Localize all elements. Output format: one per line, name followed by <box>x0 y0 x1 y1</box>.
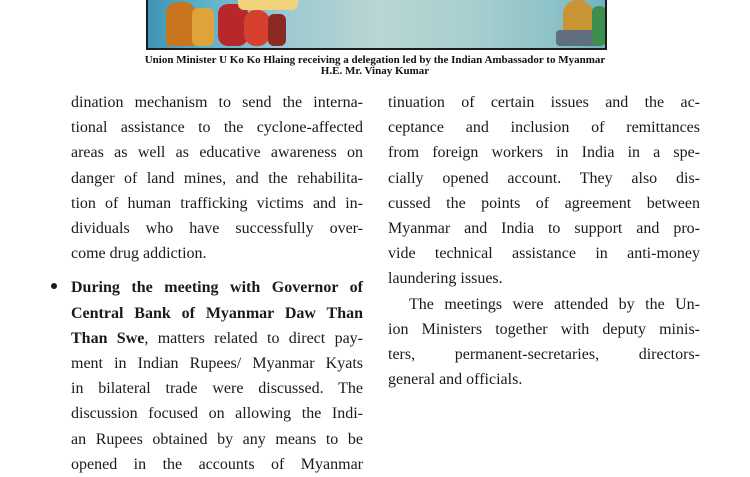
text-line: ters, permanent-secretaries, directors- <box>388 346 700 364</box>
left-column <box>71 90 363 477</box>
bullet-item <box>71 275 363 477</box>
bullet-dot-icon <box>51 283 57 289</box>
right-paragraph-1 <box>388 90 700 292</box>
right-paragraph-2 <box>388 292 700 393</box>
text-line: The meetings were attended by the Un- <box>409 295 700 313</box>
right-column <box>388 90 700 392</box>
text-line <box>71 326 363 351</box>
text-line: ion Ministers together with deputy minis- <box>388 320 700 338</box>
text-line: come drug addiction. <box>71 245 207 263</box>
text-line: general and officials. <box>388 371 523 389</box>
photo-figure <box>592 6 606 46</box>
left-paragraph <box>71 90 363 266</box>
text-line: an Rupees obtained by any means to be <box>71 430 363 448</box>
text-line: cussed the points of agreement between <box>388 194 700 212</box>
text-line: tion of human trafficking victims and in- <box>71 194 363 212</box>
text-line: dination mechanism to send the interna- <box>71 94 363 111</box>
photo-figure <box>238 0 298 10</box>
photo-figure <box>244 10 270 46</box>
photo-caption-line-1: Union Minister U Ko Ko Hlaing receiving a delegation led by the Indian Ambassador to Myanmar <box>144 54 606 66</box>
photo-caption-line-2: H.E. Mr. Vinay Kumar <box>320 65 430 77</box>
text-line: areas as well as educative awareness on <box>71 144 363 162</box>
text-line: Myanmar and India to support and pro- <box>388 220 700 238</box>
bold-text-line: Central Bank of Myanmar Daw Than <box>71 304 363 322</box>
text-line: from foreign workers in India in a spe- <box>388 144 700 162</box>
photo-figure <box>192 8 214 46</box>
text-line: cially opened account. They also dis- <box>388 169 700 187</box>
text-line: ment in Indian Rupees/ Myanmar Kyats <box>71 355 363 373</box>
text-line: dividuals who have successfully over- <box>71 220 363 238</box>
text-line: tional assistance to the cyclone-affected <box>71 119 363 137</box>
text-line: laundering issues. <box>388 270 503 288</box>
news-photo <box>146 0 607 50</box>
text-segment: , matters related to direct pay- <box>144 329 363 347</box>
text-line: in bilateral trade were discussed. The <box>71 380 363 398</box>
text-line: vide technical assistance in anti-money <box>388 245 700 263</box>
bold-text-line: During the meeting with Governor of <box>71 279 363 297</box>
bold-text-segment: Than Swe <box>71 329 145 347</box>
text-line: tinuation of certain issues and the ac- <box>388 94 700 111</box>
text-line: danger of land mines, and the rehabilita- <box>71 169 363 187</box>
photo-figure <box>268 14 286 46</box>
text-line: opened in the accounts of Myanmar <box>71 455 363 473</box>
text-line: ceptance and inclusion of remittances <box>388 119 700 137</box>
text-line: discussion focused on allowing the Indi- <box>71 405 363 423</box>
